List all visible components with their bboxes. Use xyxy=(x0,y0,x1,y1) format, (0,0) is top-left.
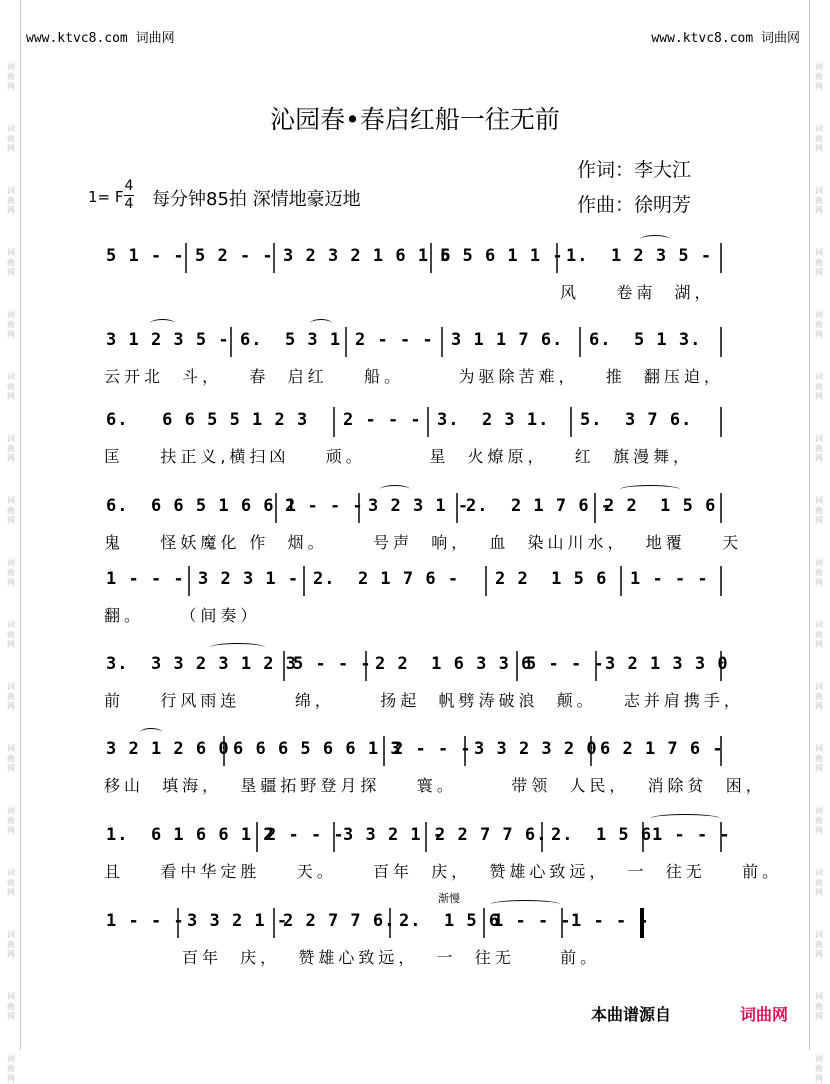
barline xyxy=(720,327,722,357)
slur-mark xyxy=(210,643,265,652)
lyric-line: 鬼 怪妖魔化 作 烟。 号声 响， 血 染山川水， 地覆 天 xyxy=(104,533,743,552)
watermark-char: 曲 xyxy=(7,878,15,887)
barline xyxy=(579,327,581,357)
measure-notes: 1 - - - xyxy=(652,825,731,845)
slur-mark xyxy=(310,319,332,328)
measure-notes: 5 - - - xyxy=(293,654,372,674)
watermark-char: 网 xyxy=(7,330,15,339)
time-signature-top: 4 xyxy=(124,178,134,194)
watermark-char: 曲 xyxy=(7,1002,15,1011)
watermark-char: 网 xyxy=(7,950,15,959)
measure-notes: 2 - - - xyxy=(355,330,434,350)
footer-source-label: 本曲谱源自 xyxy=(591,1005,672,1024)
watermark-char: 曲 xyxy=(815,692,823,701)
measure-notes: 2. 2 1 7 6 - xyxy=(466,496,613,516)
right-watermark-strip xyxy=(812,0,826,1083)
measure-notes: 3 1 2 3 5 - xyxy=(106,330,230,350)
watermark-char: 词 xyxy=(7,558,15,567)
watermark-char: 曲 xyxy=(815,506,823,515)
watermark-char: 曲 xyxy=(7,568,15,577)
barline xyxy=(570,407,572,437)
watermark-char: 曲 xyxy=(815,878,823,887)
left-margin-line xyxy=(20,0,21,1050)
slur-mark xyxy=(620,485,680,494)
footer-brand-link[interactable]: 词曲网 xyxy=(740,1005,789,1024)
watermark-char: 曲 xyxy=(7,196,15,205)
measure-notes: 5 - - - xyxy=(526,654,605,674)
lyric-line: 前 行风雨连 绵， 扬起 帆劈涛破浪 颠。 志并肩携手， xyxy=(104,691,744,710)
watermark-char: 曲 xyxy=(7,320,15,329)
watermark-char: 词 xyxy=(7,682,15,691)
watermark-char: 词 xyxy=(815,186,823,195)
watermark-char: 曲 xyxy=(815,72,823,81)
measure-notes: 6. 6 6 5 1 6 6 1 xyxy=(106,496,297,516)
barline xyxy=(345,327,347,357)
watermark-char: 词 xyxy=(815,496,823,505)
slur-mark xyxy=(490,900,560,909)
measure-notes: 3 3 2 1 - xyxy=(187,911,289,931)
measure-notes: 2 2 1 5 6 xyxy=(604,496,717,516)
measure-notes: 6. 6 6 5 5 1 2 3 xyxy=(106,410,309,430)
measure-notes: 1 - - - xyxy=(106,911,185,931)
barline xyxy=(188,566,190,596)
measure-notes: 1 - - - xyxy=(630,569,709,589)
measure-notes: 5 2 - - xyxy=(195,246,274,266)
watermark-char: 词 xyxy=(815,992,823,1001)
watermark-char: 词 xyxy=(815,310,823,319)
watermark-char: 网 xyxy=(7,82,15,91)
watermark-char: 网 xyxy=(7,516,15,525)
watermark-char: 曲 xyxy=(815,1002,823,1011)
watermark-char: 网 xyxy=(7,268,15,277)
watermark-char: 网 xyxy=(7,702,15,711)
lyric-line: 移山 填海， 垦疆拓野登月探 寰。 带领 人民， 消除贫 困， xyxy=(104,776,766,795)
measure-notes: 2 - - - xyxy=(266,825,345,845)
watermark-char: 网 xyxy=(7,392,15,401)
watermark-char: 词 xyxy=(815,930,823,939)
watermark-char: 词 xyxy=(7,930,15,939)
watermark-char: 曲 xyxy=(7,692,15,701)
measure-notes: 5. 3 7 6. xyxy=(580,410,693,430)
watermark-char: 网 xyxy=(815,392,823,401)
left-watermark-strip xyxy=(4,0,18,1083)
watermark-char: 词 xyxy=(7,992,15,1001)
measure-notes: 6 2 1 7 6 - xyxy=(600,739,724,759)
time-signature xyxy=(122,178,136,213)
watermark-char: 词 xyxy=(7,434,15,443)
watermark-char: 网 xyxy=(7,578,15,587)
barline xyxy=(720,243,722,273)
time-signature-bottom: 4 xyxy=(124,196,134,212)
watermark-char: 网 xyxy=(7,826,15,835)
watermark-char: 词 xyxy=(815,868,823,877)
measure-notes: 6. 5 1 3. xyxy=(589,330,702,350)
lyric-line: 匡 扶正义,横扫凶 顽。 星 火燎原， 红 旗漫舞， xyxy=(104,447,693,466)
measure-notes: 1. 1 2 3 5 - xyxy=(566,246,713,266)
watermark-char: 曲 xyxy=(815,630,823,639)
lyric-line: 且 看中华定胜 天。 百年 庆， 赞雄心致远， 一 往无 前。 xyxy=(104,862,783,881)
watermark-char: 网 xyxy=(815,206,823,215)
watermark-char: 词 xyxy=(815,62,823,71)
watermark-char: 曲 xyxy=(7,444,15,453)
measure-notes: 2. 1 5 6 xyxy=(551,825,653,845)
right-margin-line xyxy=(809,0,810,1050)
barline xyxy=(620,566,622,596)
watermark-char: 词 xyxy=(815,806,823,815)
watermark-char: 网 xyxy=(815,268,823,277)
watermark-char: 词 xyxy=(7,62,15,71)
watermark-char: 词 xyxy=(815,372,823,381)
measure-notes: 5 5 6 1 1 - xyxy=(440,246,564,266)
barline xyxy=(441,327,443,357)
watermark-char: 网 xyxy=(815,330,823,339)
watermark-char: 词 xyxy=(7,1054,15,1063)
watermark-char: 曲 xyxy=(7,940,15,949)
watermark-char: 网 xyxy=(815,950,823,959)
watermark-char: 词 xyxy=(815,124,823,133)
watermark-char: 词 xyxy=(7,806,15,815)
lyric-line: 百年 庆， 赞雄心致远， 一 往无 前。 xyxy=(182,948,601,967)
measure-notes: 2. 2 1 7 6 - xyxy=(313,569,460,589)
watermark-char: 网 xyxy=(815,516,823,525)
barline xyxy=(303,566,305,596)
watermark-char: 曲 xyxy=(7,258,15,267)
barline xyxy=(230,327,232,357)
watermark-char: 网 xyxy=(815,1074,823,1083)
header-right-site[interactable]: www.ktvc8.com 词曲网 xyxy=(651,31,800,46)
watermark-char: 曲 xyxy=(815,816,823,825)
watermark-char: 网 xyxy=(815,702,823,711)
watermark-char: 网 xyxy=(7,206,15,215)
watermark-char: 曲 xyxy=(815,134,823,143)
measure-notes: 1 - - - xyxy=(106,569,185,589)
watermark-char: 曲 xyxy=(7,506,15,515)
watermark-char: 网 xyxy=(7,1074,15,1083)
watermark-char: 曲 xyxy=(815,382,823,391)
watermark-char: 网 xyxy=(7,764,15,773)
watermark-char: 词 xyxy=(7,124,15,133)
measure-notes: 5 1 - - xyxy=(106,246,185,266)
watermark-char: 曲 xyxy=(815,568,823,577)
watermark-char: 词 xyxy=(815,434,823,443)
measure-notes: 1 - - - xyxy=(571,911,650,931)
watermark-char: 网 xyxy=(815,578,823,587)
watermark-char: 曲 xyxy=(815,320,823,329)
watermark-char: 词 xyxy=(815,1054,823,1063)
lyric-line: 风 卷南 湖， xyxy=(560,283,715,302)
barline xyxy=(427,407,429,437)
watermark-char: 网 xyxy=(815,764,823,773)
watermark-char: 词 xyxy=(7,620,15,629)
watermark-char: 曲 xyxy=(7,754,15,763)
watermark-char: 词 xyxy=(7,372,15,381)
watermark-char: 曲 xyxy=(7,134,15,143)
watermark-char: 曲 xyxy=(815,258,823,267)
barline xyxy=(333,407,335,437)
measure-notes: 3 2 3 2 1 6 1 6 xyxy=(283,246,452,266)
watermark-char: 网 xyxy=(7,144,15,153)
watermark-char: 曲 xyxy=(7,630,15,639)
slur-mark xyxy=(140,728,162,737)
barline xyxy=(720,566,722,596)
slur-mark xyxy=(640,235,670,244)
measure-notes: 2 2 1 6 3 3 6 xyxy=(375,654,533,674)
measure-notes: 2. 1 5 6 xyxy=(399,911,501,931)
measure-notes: 3 1 1 7 6. xyxy=(451,330,564,350)
measure-notes: 1. 6 1 6 6 1 2 xyxy=(106,825,275,845)
watermark-char: 曲 xyxy=(815,754,823,763)
song-title: 沁园春•春启红船一往无前 xyxy=(270,105,560,134)
measure-notes: 2 2 7 7 6. xyxy=(435,825,548,845)
lyric-line: 翻。 （间奏） xyxy=(104,606,261,625)
measure-notes: 6. 5 3 1 xyxy=(240,330,342,350)
measure-notes: 2 - - - xyxy=(343,410,422,430)
tempo-change-mark: 渐慢 xyxy=(438,892,460,905)
watermark-char: 词 xyxy=(7,310,15,319)
watermark-char: 网 xyxy=(815,888,823,897)
slur-mark xyxy=(380,485,410,494)
watermark-char: 曲 xyxy=(7,382,15,391)
watermark-char: 词 xyxy=(7,868,15,877)
watermark-char: 网 xyxy=(815,826,823,835)
watermark-char: 词 xyxy=(815,682,823,691)
watermark-char: 词 xyxy=(815,744,823,753)
header-left-site[interactable]: www.ktvc8.com 词曲网 xyxy=(26,31,175,46)
watermark-char: 曲 xyxy=(815,1064,823,1073)
key-signature: 1= F xyxy=(88,188,124,206)
watermark-char: 网 xyxy=(7,640,15,649)
measure-notes: 2 - - - xyxy=(393,739,472,759)
tempo-marking: 每分钟85拍 深情地豪迈地 xyxy=(152,189,361,210)
watermark-char: 词 xyxy=(7,744,15,753)
measure-notes: 3 3 2 3 2 0 xyxy=(474,739,598,759)
measure-notes: 2 2 1 5 6 xyxy=(495,569,608,589)
watermark-char: 网 xyxy=(815,144,823,153)
measure-notes: 3 3 2 1 - xyxy=(343,825,445,845)
watermark-char: 曲 xyxy=(7,72,15,81)
watermark-char: 词 xyxy=(815,558,823,567)
measure-notes: 3. 3 3 2 3 1 2 3 xyxy=(106,654,297,674)
measure-notes: 3 2 1 3 3 0 xyxy=(605,654,729,674)
measure-notes: 3 2 3 1 - xyxy=(198,569,300,589)
watermark-char: 网 xyxy=(815,82,823,91)
watermark-char: 网 xyxy=(7,888,15,897)
lyric-line: 云开北 斗， 春 启红 船。 为驱除苦难， 推 翻压迫， xyxy=(104,367,724,386)
slur-mark xyxy=(650,814,720,823)
watermark-char: 网 xyxy=(815,640,823,649)
watermark-char: 词 xyxy=(815,620,823,629)
watermark-char: 网 xyxy=(7,1012,15,1021)
watermark-char: 曲 xyxy=(815,940,823,949)
watermark-char: 词 xyxy=(7,248,15,257)
measure-notes: 2 2 7 7 6. xyxy=(283,911,396,931)
barline xyxy=(720,407,722,437)
composer-credit: 作曲：徐明芳 xyxy=(577,194,692,216)
watermark-char: 网 xyxy=(815,1012,823,1021)
watermark-char: 网 xyxy=(7,454,15,463)
watermark-char: 曲 xyxy=(7,1064,15,1073)
measure-notes: 3 2 1 2 6 0 xyxy=(106,739,230,759)
lyricist-credit: 作词：李大江 xyxy=(577,159,692,181)
barline xyxy=(185,243,187,273)
watermark-char: 曲 xyxy=(815,196,823,205)
watermark-char: 曲 xyxy=(815,444,823,453)
slur-mark xyxy=(150,319,175,328)
watermark-char: 网 xyxy=(815,454,823,463)
barline xyxy=(485,566,487,596)
watermark-char: 词 xyxy=(7,496,15,505)
watermark-char: 词 xyxy=(815,248,823,257)
measure-notes: 3 2 3 1 - xyxy=(368,496,470,516)
measure-notes: 2 - - - xyxy=(285,496,364,516)
measure-notes: 1 - - - xyxy=(493,911,572,931)
watermark-char: 词 xyxy=(7,186,15,195)
measure-notes: 6 6 6 5 6 6 1 3 xyxy=(233,739,402,759)
barline xyxy=(720,493,722,523)
watermark-char: 曲 xyxy=(7,816,15,825)
measure-notes: 3. 2 3 1. xyxy=(437,410,550,430)
